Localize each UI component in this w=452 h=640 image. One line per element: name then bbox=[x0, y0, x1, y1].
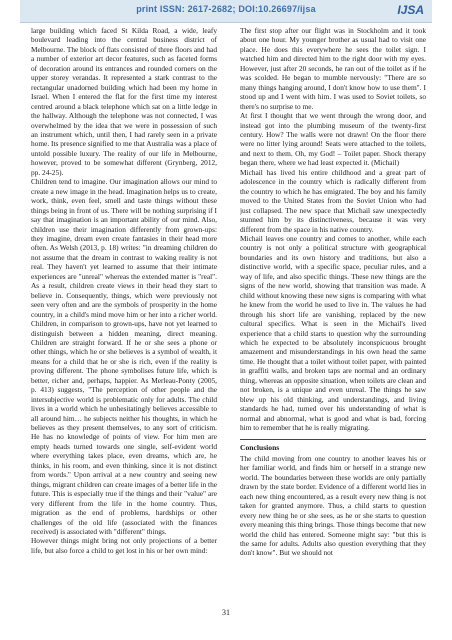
paragraph: The child moving from one country to another leaves his or her familiar world, and finds him or herself in a strange new world. The boundaries between these worlds are only partially drawn by the state border. Evidence of a different world lies in each new thing encountered, as a result every new thing is not taken for granted anymore. Thus, a child starts to question every new thing he or she sees, as he or she starts to question every meaning this thing brings. Those things become that new world the child has entered. Someone might say: "but this is the same for adults. Adults also question everything that they don't know". But we should not bbox=[240, 453, 426, 558]
right-text-column bbox=[240, 26, 426, 606]
section-heading-conclusions: Conclusions bbox=[240, 439, 426, 452]
journal-header-bar bbox=[20, 0, 432, 23]
paragraph: The first stop after our flight was in Stockholm and it took about one hour. My younger brother as usual had to visit one place. He does this everywhere he sees the toilet sign. I watched him and directed him to the right door with my eyes. However, just after 20 seconds, he ran out of the toilet as if he was scolded. He began to mumble nervously: "There are so many things hanging around, I don't know how to use them". I stood up and I went with him. I was used to Soviet toilets, so there's no surprise to me. bbox=[240, 26, 426, 111]
page-number: 31 bbox=[222, 608, 230, 617]
journal-abbreviation: IJSA bbox=[397, 3, 424, 17]
paragraph: However things might bring not only projections of a better life, but also force a child to get lost in his or her own mind: bbox=[31, 536, 217, 555]
paragraph: Children tend to imagine. Our imagination allows our mind to create a new image in the head. Imagination helps us to create, work, think, even feel, smell and taste things without these things being in front of us. There will be nothing surprising if I say that imagination is an important ability of our mind. Also, children use their imagination differently from grown-ups: they imagine, dream even create fantasies in their head more often. As Welsh (2013, p. 18) writes: "in dreaming children do not assume that the dream in contrast to waking reality is not real. They haven't yet learned to assume that their intimate experiences are "unreal" whereas the extended matter is "real". As a result, children create views in their head they start to believe in. Consequently, things, which were previously not seen very often and are the symbols of prosperity in the home country, in a child's mind move him or her into a richer world. Children, in comparison to grown-ups, have not yet learned to distinguish between a hidden meaning, direct meaning. Children are straight forward. If he or she sees a phone or other things, which he or she believes is a symbol of wealth, it means for a child that he or she is rich, even if the reality is proving different. The phone symbolises future life, which is better, richer and, perhaps, happier. As Merleau-Ponty (2005, p. 413) suggests, "The perception of other people and the intersubjective world is problematic only for adults. The child lives in a world which he unhesitatingly believes accessible to all around him… he subjects neither his thoughts, in which he believes as they present themselves, to any sort of criticism. He has no knowledge of points of view. For him men are empty heads turned towards one single, self-evident world where everything takes place, even dreams, which are, he thinks, in his room, and even thinking, since it is not distinct from words." Upon arrival at a new country and seeing new things, migrant children can create images of a better life in the future. This is especially true if the things and their "value" are very different from the life in the home country. Thus, migration as the end of problems, hardships or other challenges of the old life (associated with the finances received) is associated with "different" things. bbox=[31, 177, 217, 537]
paragraph: Michail has lived his entire childhood and a great part of adolescence in the country which is radically different from the country to which he has emigrated. The boy and his family moved to the United States from the Soviet Union who had just collapsed. The new space that Michail saw unexpectedly stunned him by its distinctiveness, because it was very different from the space in his native country. bbox=[240, 167, 426, 234]
paragraph: Michail leaves one country and comes to another, while each country is not only a political structure with geographical boundaries and its own history and traditions, but also a distinctive world, with a specific space, peculiar rules, and a way of life, and also specific things. These new things are the signs of the new world, showing that transition was made. A child without knowing these new signs is comparing with what he knew from the world he used to live in. The values he had through his short life are vanishing, replaced by the new cultural specifics. What is seen in the Michail's lived experience that a child starts to question why the surrounding which he expected to be absolutely inconspicuous brought amazement and misunderstandings in his own head the same time. He thought that a toilet without toilet paper, with painted in graffiti walls, and broken taps are normal and an ordinary thing, whereas an opposite situation, when toilets are clean and not broken, is a unique and even unreal. The things he saw blew up his old thinking, and understandings, and living standards he had, turned over his understanding of what is normal and abnormal, what is good and what is bad, forcing him to remember that he is really migrating. bbox=[240, 233, 426, 433]
left-text-column bbox=[31, 26, 217, 606]
issn-doi-line: print ISSN: 2617-2682; DOI:10.26697/ijsa bbox=[136, 4, 316, 14]
paragraph: At first I thought that we went through the wrong door, and instead got into the plumbing museum of the twenty-first century. How? The walls were not drawn! On the floor there were no litter lying around! Seats were attached to the toilets, and next to them. Oh, my God! – Toilet paper. Shock therapy began there, where we had least expected it. (Michail) bbox=[240, 111, 426, 168]
paragraph: large building which faced St Kilda Road, a wide, leafy boulevard leading into the central business district of Melbourne. The block of flats consisted of three floors and had a number of exterior art decor features, such as faceted forms of decoration around its entrances and rounded corners on the upper storey verandas. It represented a stark contrast to the rectangular unadorned building which had been my home in Israel. When I entered the flat for the first time my interest centred around a black telephone which sat on a little ledge in the hallway. Although the telephone was not connected, I was overwhelmed by the idea that we were in possession of such an instrument which, until then, I had rarely seen in a private home. Its presence signified to me that Australia was a place of untold possible luxury. The reality of our life in Melbourne, however, proved to be somewhat different (Grynberg, 2012, pp. 24-25). bbox=[31, 26, 217, 177]
